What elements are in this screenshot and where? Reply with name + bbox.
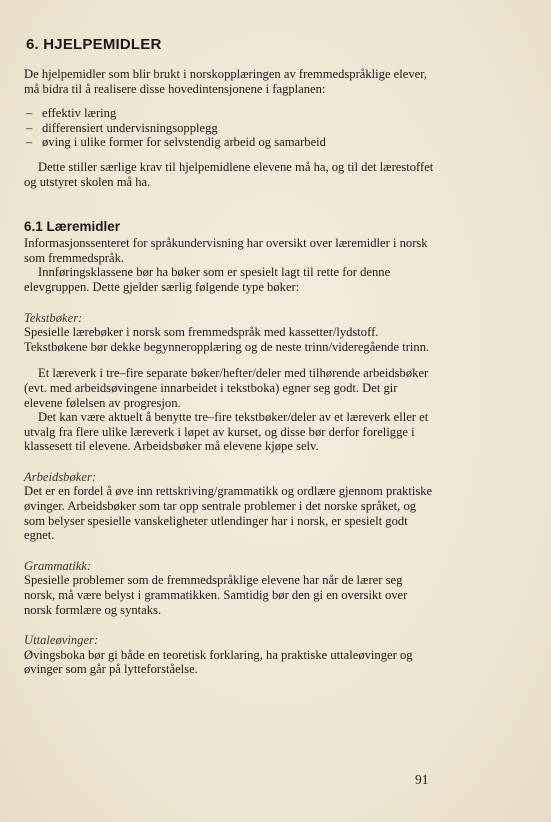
tekstboker-paragraph-1: Spesielle lærebøker i norsk som fremmedspråk med kassetter/lydstoff. Tekstbøkene bør dekke begynneropplæring og de neste trinn/videregående trinn. xyxy=(24,325,430,354)
goal-item: – effektiv læring xyxy=(26,106,434,121)
subsection-paragraph-1: Informasjonssenteret for språkundervisning har oversikt over læremidler i norsk som fremmedspråk. xyxy=(24,236,428,265)
arbeidsboker-paragraph: Det er en fordel å øve inn rettskriving/grammatikk og ordlære gjennom praktiske øvinger. Arbeidsbøker som tar opp sentrale problemer i det norske språket, og som belyser spesielle vanskeligheter utlendinger har i norsk, er spesielt godt egnet. xyxy=(24,484,433,543)
tekstboker-heading: Tekstbøker: xyxy=(24,310,83,325)
section-title: 6. HJELPEMIDLER xyxy=(26,36,162,53)
demands-paragraph: Dette stiller særlige krav til hjelpemidlene elevene må ha, og til det lærestoffet og utstyret skolen må ha. xyxy=(24,159,434,189)
uttaleovinger-paragraph: Øvingsboka bør gi både en teoretisk forklaring, ha praktiske uttaleøvinger og øvinger som går på lytteforståelse. xyxy=(24,647,413,677)
grammatikk-heading: Grammatikk: xyxy=(24,558,92,573)
intro-paragraph: De hjelpemidler som blir brukt i norskopplæringen av fremmedspråklige elever, må bidra til å realisere disse hovedintensjonene i fagplanen: xyxy=(24,67,428,96)
tekstboker-paragraph-2: Et læreverk i tre–fire separate bøker/hefter/deler med tilhørende arbeidsbøker (evt. med arbeidsøvingene innarbeidet i tekstboka) egner seg godt. Det gir elevene følelsen av progresjon. xyxy=(24,366,429,410)
goals-list xyxy=(26,106,434,150)
grammatikk-paragraph: Spesielle problemer som de fremmedspråklige elevene har når de lærer seg norsk, må være belyst i grammatikken. Samtidig bør den gi en oversikt over norsk formlære og syntaks. xyxy=(24,573,408,617)
subsection-paragraph-2: Innføringsklassene bør ha bøker som er spesielt lagt til rette for denne elevgruppen. Dette gjelder særlig følgende type bøker: xyxy=(24,265,391,294)
uttaleovinger-heading: Uttaleøvinger: xyxy=(24,633,99,648)
goal-item: – øving i ulike former for selvstendig arbeid og samarbeid xyxy=(26,135,434,150)
tekstboker-paragraph-3: Det kan være aktuelt å benytte tre–fire tekstbøker/deler av et læreverk eller et utvalg fra flere ulike læreverk i løpet av kurset, og disse bør derfor foreligge i klassesett til elevene. Arbeidsbøker må elevene kjøpe selv. xyxy=(24,410,429,454)
arbeidsboker-heading: Arbeidsbøker: xyxy=(24,469,97,484)
subsection-title: 6.1 Læremidler xyxy=(24,219,121,235)
page-number: 91 xyxy=(415,772,429,787)
goal-item: – differensiert undervisningsopplegg xyxy=(26,121,434,136)
page-content xyxy=(24,36,434,677)
